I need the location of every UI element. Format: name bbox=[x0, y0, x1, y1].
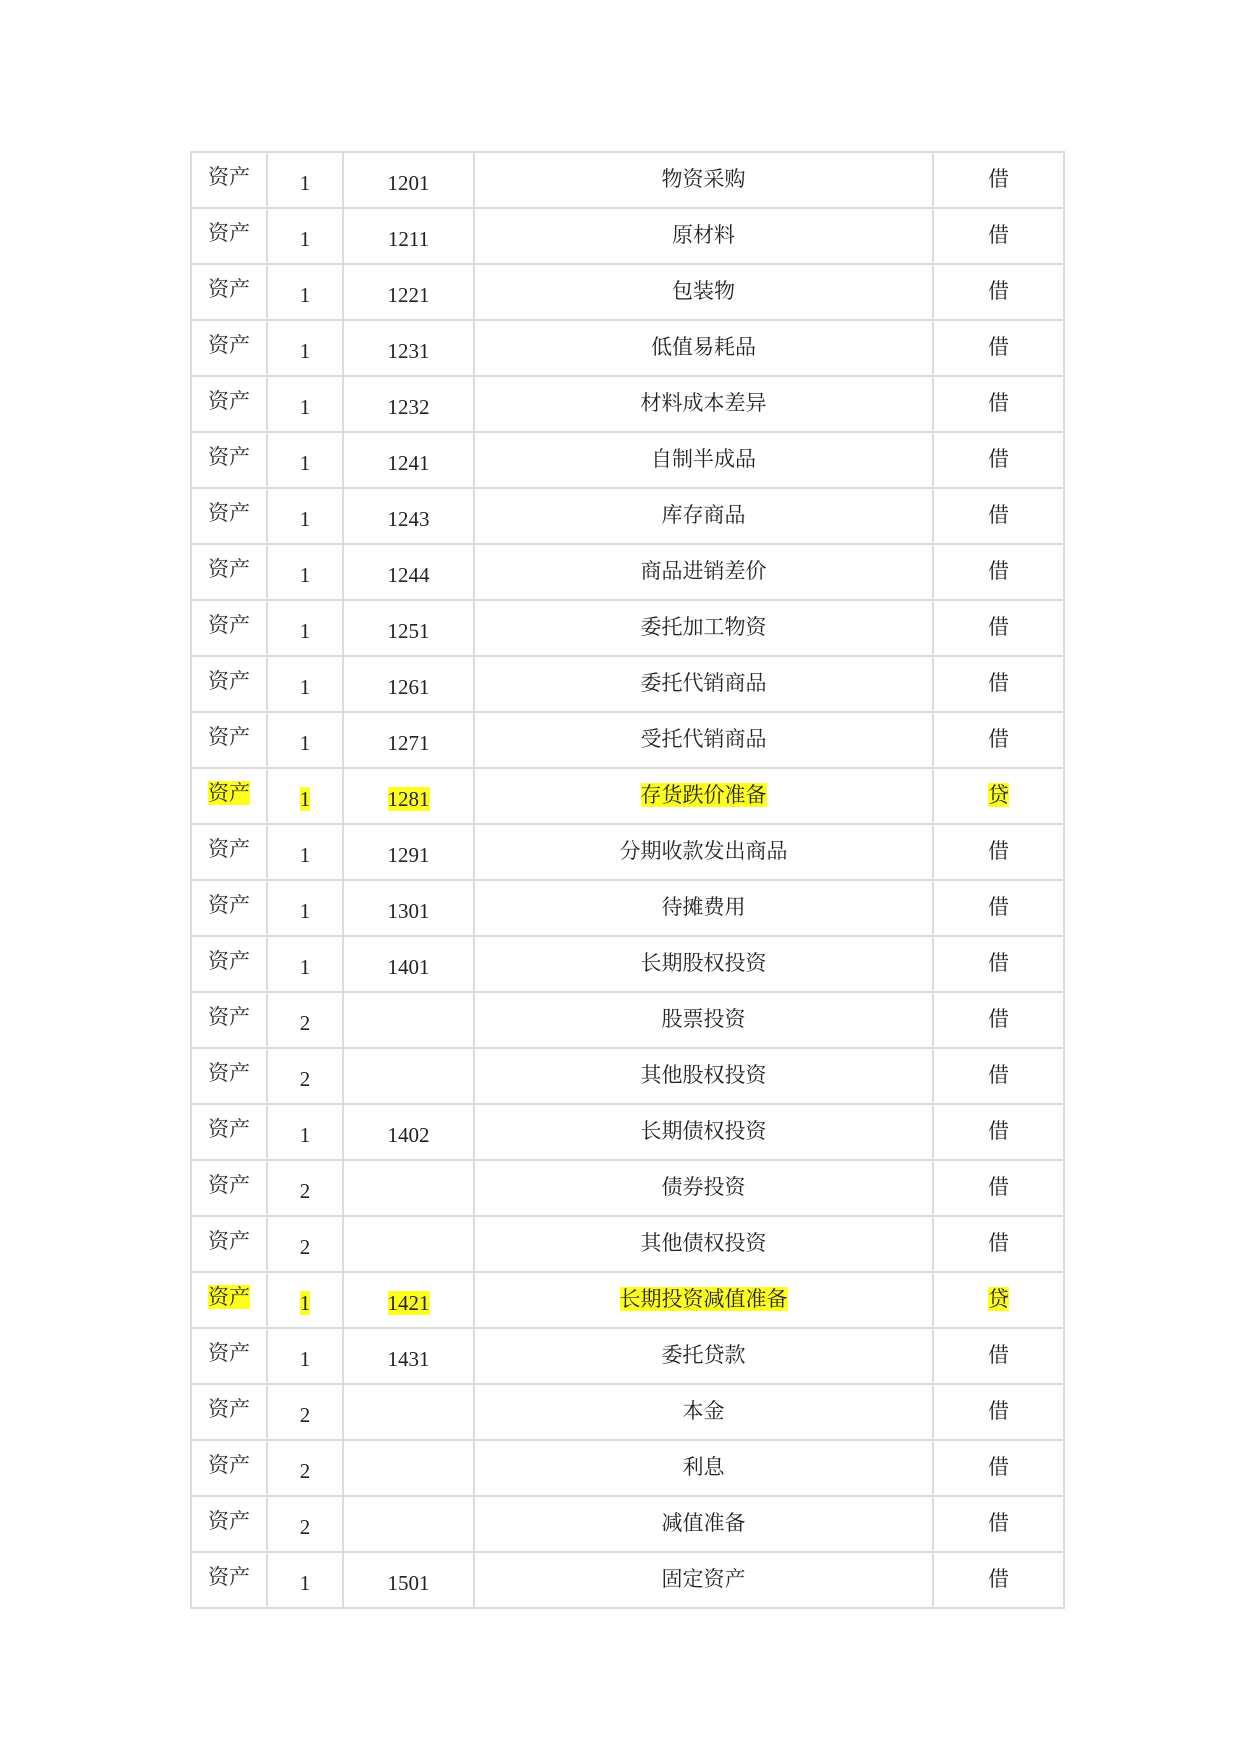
account-code-cell bbox=[344, 1049, 475, 1105]
balance-direction-cell bbox=[934, 601, 1065, 657]
account-code-cell bbox=[344, 209, 475, 265]
account-code-text: 1402 bbox=[387, 1123, 430, 1147]
category-text: 资产 bbox=[208, 1117, 250, 1141]
level-cell bbox=[268, 1553, 344, 1609]
account-name-text: 其他股权投资 bbox=[640, 1063, 767, 1087]
balance-direction-text: 借 bbox=[988, 1567, 1009, 1591]
account-name-cell bbox=[475, 153, 934, 209]
level-cell bbox=[268, 1161, 344, 1217]
level-text: 1 bbox=[299, 451, 311, 475]
account-name-text: 库存商品 bbox=[661, 503, 746, 527]
level-cell bbox=[268, 153, 344, 209]
table-row bbox=[192, 825, 1065, 881]
account-code-cell bbox=[344, 265, 475, 321]
account-code-cell bbox=[344, 377, 475, 433]
level-text: 1 bbox=[299, 619, 311, 643]
account-name-text: 本金 bbox=[682, 1399, 725, 1423]
account-name-text: 委托贷款 bbox=[661, 1343, 746, 1367]
balance-direction-cell bbox=[934, 1329, 1065, 1385]
category-text: 资产 bbox=[208, 165, 250, 189]
category-cell bbox=[192, 769, 268, 825]
category-cell bbox=[192, 1553, 268, 1609]
table-row bbox=[192, 881, 1065, 937]
account-code-cell bbox=[344, 1161, 475, 1217]
account-code-cell bbox=[344, 545, 475, 601]
category-cell bbox=[192, 1441, 268, 1497]
account-code-cell bbox=[344, 1273, 475, 1329]
account-name-cell bbox=[475, 601, 934, 657]
account-code-cell bbox=[344, 1329, 475, 1385]
category-cell bbox=[192, 1497, 268, 1553]
level-text: 2 bbox=[299, 1515, 311, 1539]
level-cell bbox=[268, 545, 344, 601]
account-name-text: 材料成本差异 bbox=[640, 391, 767, 415]
balance-direction-text: 借 bbox=[988, 1511, 1009, 1535]
table-row bbox=[192, 433, 1065, 489]
level-text: 1 bbox=[299, 843, 311, 867]
category-text: 资产 bbox=[208, 781, 250, 805]
table-row bbox=[192, 321, 1065, 377]
account-code-text: 1501 bbox=[387, 1571, 430, 1595]
account-name-text: 低值易耗品 bbox=[651, 335, 756, 359]
balance-direction-text: 借 bbox=[988, 391, 1009, 415]
account-code-text: 1431 bbox=[387, 1347, 430, 1371]
level-text: 1 bbox=[299, 1291, 311, 1315]
balance-direction-text: 借 bbox=[988, 1175, 1009, 1199]
level-cell bbox=[268, 377, 344, 433]
account-name-text: 股票投资 bbox=[661, 1007, 746, 1031]
category-cell bbox=[192, 545, 268, 601]
account-name-cell bbox=[475, 769, 934, 825]
level-cell bbox=[268, 937, 344, 993]
account-name-cell bbox=[475, 937, 934, 993]
level-cell bbox=[268, 489, 344, 545]
balance-direction-cell bbox=[934, 1273, 1065, 1329]
balance-direction-text: 借 bbox=[988, 671, 1009, 695]
category-cell bbox=[192, 265, 268, 321]
account-name-text: 自制半成品 bbox=[651, 447, 756, 471]
table-row bbox=[192, 1329, 1065, 1385]
level-cell bbox=[268, 321, 344, 377]
account-code-text: 1244 bbox=[387, 563, 430, 587]
account-code-text: 1201 bbox=[387, 171, 430, 195]
category-cell bbox=[192, 489, 268, 545]
account-name-cell bbox=[475, 881, 934, 937]
account-name-text: 分期收款发出商品 bbox=[619, 839, 788, 863]
category-cell bbox=[192, 209, 268, 265]
balance-direction-text: 借 bbox=[988, 223, 1009, 247]
account-name-text: 债券投资 bbox=[661, 1175, 746, 1199]
account-name-cell bbox=[475, 713, 934, 769]
account-name-cell bbox=[475, 489, 934, 545]
table-row bbox=[192, 377, 1065, 433]
account-name-cell bbox=[475, 1329, 934, 1385]
category-cell bbox=[192, 1273, 268, 1329]
level-text: 2 bbox=[299, 1235, 311, 1259]
account-name-text: 长期投资减值准备 bbox=[619, 1287, 788, 1311]
account-code-cell bbox=[344, 1441, 475, 1497]
account-ledger-table bbox=[190, 151, 1065, 1609]
account-code-text: 1301 bbox=[387, 899, 430, 923]
balance-direction-text: 借 bbox=[988, 1399, 1009, 1423]
table-row bbox=[192, 657, 1065, 713]
table-row bbox=[192, 1385, 1065, 1441]
category-text: 资产 bbox=[208, 445, 250, 469]
category-cell bbox=[192, 1049, 268, 1105]
account-code-text: 1232 bbox=[387, 395, 430, 419]
level-text: 1 bbox=[299, 507, 311, 531]
balance-direction-cell bbox=[934, 713, 1065, 769]
balance-direction-cell bbox=[934, 545, 1065, 601]
level-cell bbox=[268, 433, 344, 489]
category-text: 资产 bbox=[208, 221, 250, 245]
table-row bbox=[192, 209, 1065, 265]
level-text: 1 bbox=[299, 395, 311, 419]
account-name-text: 长期债权投资 bbox=[640, 1119, 767, 1143]
account-name-cell bbox=[475, 1049, 934, 1105]
category-cell bbox=[192, 937, 268, 993]
category-text: 资产 bbox=[208, 725, 250, 749]
account-name-cell bbox=[475, 825, 934, 881]
balance-direction-text: 借 bbox=[988, 1343, 1009, 1367]
account-name-cell bbox=[475, 545, 934, 601]
category-text: 资产 bbox=[208, 501, 250, 525]
balance-direction-text: 借 bbox=[988, 1063, 1009, 1087]
level-text: 1 bbox=[299, 675, 311, 699]
balance-direction-cell bbox=[934, 433, 1065, 489]
balance-direction-text: 借 bbox=[988, 615, 1009, 639]
category-text: 资产 bbox=[208, 389, 250, 413]
account-name-cell bbox=[475, 321, 934, 377]
account-name-text: 委托代销商品 bbox=[640, 671, 767, 695]
level-text: 1 bbox=[299, 955, 311, 979]
account-code-cell bbox=[344, 1553, 475, 1609]
balance-direction-cell bbox=[934, 1441, 1065, 1497]
level-text: 2 bbox=[299, 1403, 311, 1427]
account-code-cell bbox=[344, 601, 475, 657]
balance-direction-cell bbox=[934, 377, 1065, 433]
account-name-text: 减值准备 bbox=[661, 1511, 746, 1535]
level-text: 1 bbox=[299, 227, 311, 251]
balance-direction-cell bbox=[934, 1049, 1065, 1105]
balance-direction-text: 借 bbox=[988, 1119, 1009, 1143]
category-cell bbox=[192, 713, 268, 769]
category-cell bbox=[192, 657, 268, 713]
account-name-cell bbox=[475, 265, 934, 321]
table-row bbox=[192, 937, 1065, 993]
category-cell bbox=[192, 1105, 268, 1161]
table-row bbox=[192, 1553, 1065, 1609]
table-row bbox=[192, 1273, 1065, 1329]
account-code-cell bbox=[344, 321, 475, 377]
level-text: 1 bbox=[299, 1123, 311, 1147]
category-text: 资产 bbox=[208, 1173, 250, 1197]
table-row bbox=[192, 1217, 1065, 1273]
category-text: 资产 bbox=[208, 277, 250, 301]
level-cell bbox=[268, 1497, 344, 1553]
level-text: 1 bbox=[299, 731, 311, 755]
category-cell bbox=[192, 433, 268, 489]
balance-direction-cell bbox=[934, 321, 1065, 377]
level-cell bbox=[268, 1105, 344, 1161]
account-name-cell bbox=[475, 1273, 934, 1329]
level-cell bbox=[268, 1273, 344, 1329]
level-text: 1 bbox=[299, 563, 311, 587]
category-cell bbox=[192, 153, 268, 209]
account-code-cell bbox=[344, 713, 475, 769]
balance-direction-text: 借 bbox=[988, 447, 1009, 471]
table-row bbox=[192, 1049, 1065, 1105]
account-name-cell bbox=[475, 1385, 934, 1441]
level-text: 2 bbox=[299, 1011, 311, 1035]
table-row bbox=[192, 713, 1065, 769]
category-cell bbox=[192, 321, 268, 377]
level-cell bbox=[268, 769, 344, 825]
level-text: 1 bbox=[299, 1571, 311, 1595]
balance-direction-cell bbox=[934, 769, 1065, 825]
account-name-cell bbox=[475, 433, 934, 489]
account-code-text: 1211 bbox=[387, 227, 430, 251]
account-name-cell bbox=[475, 1553, 934, 1609]
category-text: 资产 bbox=[208, 1061, 250, 1085]
balance-direction-cell bbox=[934, 1497, 1065, 1553]
table-row bbox=[192, 1105, 1065, 1161]
balance-direction-cell bbox=[934, 657, 1065, 713]
category-text: 资产 bbox=[208, 557, 250, 581]
account-name-cell bbox=[475, 657, 934, 713]
level-cell bbox=[268, 601, 344, 657]
account-code-cell bbox=[344, 657, 475, 713]
balance-direction-text: 借 bbox=[988, 1007, 1009, 1031]
level-cell bbox=[268, 1217, 344, 1273]
category-cell bbox=[192, 1217, 268, 1273]
level-cell bbox=[268, 1049, 344, 1105]
category-cell bbox=[192, 881, 268, 937]
category-cell bbox=[192, 1385, 268, 1441]
table-row bbox=[192, 545, 1065, 601]
account-name-text: 固定资产 bbox=[661, 1567, 746, 1591]
balance-direction-text: 借 bbox=[988, 335, 1009, 359]
category-text: 资产 bbox=[208, 1005, 250, 1029]
account-code-cell bbox=[344, 1497, 475, 1553]
account-code-cell bbox=[344, 993, 475, 1049]
account-code-cell bbox=[344, 881, 475, 937]
level-text: 1 bbox=[299, 899, 311, 923]
account-code-text: 1421 bbox=[387, 1291, 430, 1315]
balance-direction-text: 借 bbox=[988, 559, 1009, 583]
category-cell bbox=[192, 825, 268, 881]
category-cell bbox=[192, 1329, 268, 1385]
balance-direction-cell bbox=[934, 1161, 1065, 1217]
account-name-cell bbox=[475, 1441, 934, 1497]
account-code-text: 1231 bbox=[387, 339, 430, 363]
table-row bbox=[192, 769, 1065, 825]
account-code-text: 1401 bbox=[387, 955, 430, 979]
category-text: 资产 bbox=[208, 1397, 250, 1421]
account-code-text: 1243 bbox=[387, 507, 430, 531]
account-name-cell bbox=[475, 1161, 934, 1217]
account-code-cell bbox=[344, 1217, 475, 1273]
account-name-text: 待摊费用 bbox=[661, 895, 746, 919]
account-name-text: 长期股权投资 bbox=[640, 951, 767, 975]
level-cell bbox=[268, 1329, 344, 1385]
balance-direction-text: 借 bbox=[988, 839, 1009, 863]
account-code-cell bbox=[344, 769, 475, 825]
category-text: 资产 bbox=[208, 949, 250, 973]
level-cell bbox=[268, 825, 344, 881]
balance-direction-text: 借 bbox=[988, 1455, 1009, 1479]
level-text: 1 bbox=[299, 283, 311, 307]
level-cell bbox=[268, 657, 344, 713]
balance-direction-cell bbox=[934, 937, 1065, 993]
balance-direction-cell bbox=[934, 1217, 1065, 1273]
table-row bbox=[192, 1497, 1065, 1553]
table-row bbox=[192, 1441, 1065, 1497]
table-row bbox=[192, 153, 1065, 209]
account-name-cell bbox=[475, 377, 934, 433]
level-text: 1 bbox=[299, 339, 311, 363]
category-text: 资产 bbox=[208, 1229, 250, 1253]
category-text: 资产 bbox=[208, 1565, 250, 1589]
category-text: 资产 bbox=[208, 669, 250, 693]
category-text: 资产 bbox=[208, 1509, 250, 1533]
level-cell bbox=[268, 1385, 344, 1441]
balance-direction-text: 贷 bbox=[988, 783, 1009, 807]
category-text: 资产 bbox=[208, 837, 250, 861]
balance-direction-cell bbox=[934, 881, 1065, 937]
account-code-cell bbox=[344, 1105, 475, 1161]
balance-direction-text: 贷 bbox=[988, 1287, 1009, 1311]
balance-direction-text: 借 bbox=[988, 503, 1009, 527]
level-cell bbox=[268, 881, 344, 937]
category-text: 资产 bbox=[208, 1285, 250, 1309]
ledger-body bbox=[192, 153, 1065, 1609]
level-text: 2 bbox=[299, 1179, 311, 1203]
category-text: 资产 bbox=[208, 893, 250, 917]
table-row bbox=[192, 265, 1065, 321]
account-name-text: 存货跌价准备 bbox=[640, 783, 767, 807]
category-cell bbox=[192, 1161, 268, 1217]
level-cell bbox=[268, 209, 344, 265]
account-code-cell bbox=[344, 1385, 475, 1441]
balance-direction-text: 借 bbox=[988, 727, 1009, 751]
level-text: 1 bbox=[299, 787, 311, 811]
account-name-text: 受托代销商品 bbox=[640, 727, 767, 751]
account-name-text: 物资采购 bbox=[661, 167, 746, 191]
account-code-text: 1261 bbox=[387, 675, 430, 699]
account-name-text: 其他债权投资 bbox=[640, 1231, 767, 1255]
balance-direction-text: 借 bbox=[988, 1231, 1009, 1255]
account-name-text: 利息 bbox=[682, 1455, 725, 1479]
level-cell bbox=[268, 713, 344, 769]
account-code-cell bbox=[344, 153, 475, 209]
category-cell bbox=[192, 993, 268, 1049]
category-text: 资产 bbox=[208, 1341, 250, 1365]
account-name-cell bbox=[475, 209, 934, 265]
balance-direction-cell bbox=[934, 1385, 1065, 1441]
balance-direction-cell bbox=[934, 1105, 1065, 1161]
table-row bbox=[192, 993, 1065, 1049]
balance-direction-cell bbox=[934, 153, 1065, 209]
account-code-cell bbox=[344, 433, 475, 489]
balance-direction-cell bbox=[934, 993, 1065, 1049]
account-code-text: 1281 bbox=[387, 787, 430, 811]
balance-direction-text: 借 bbox=[988, 167, 1009, 191]
category-cell bbox=[192, 377, 268, 433]
account-name-text: 委托加工物资 bbox=[640, 615, 767, 639]
category-text: 资产 bbox=[208, 1453, 250, 1477]
account-name-text: 商品进销差价 bbox=[640, 559, 767, 583]
level-cell bbox=[268, 265, 344, 321]
table-row bbox=[192, 601, 1065, 657]
account-code-text: 1251 bbox=[387, 619, 430, 643]
account-code-cell bbox=[344, 489, 475, 545]
category-text: 资产 bbox=[208, 333, 250, 357]
account-name-cell bbox=[475, 1105, 934, 1161]
account-code-cell bbox=[344, 937, 475, 993]
account-code-text: 1241 bbox=[387, 451, 430, 475]
account-name-cell bbox=[475, 1497, 934, 1553]
level-text: 1 bbox=[299, 171, 311, 195]
balance-direction-text: 借 bbox=[988, 895, 1009, 919]
account-name-text: 包装物 bbox=[672, 279, 735, 303]
table-row bbox=[192, 1161, 1065, 1217]
balance-direction-text: 借 bbox=[988, 951, 1009, 975]
account-code-text: 1221 bbox=[387, 283, 430, 307]
balance-direction-cell bbox=[934, 265, 1065, 321]
account-code-text: 1291 bbox=[387, 843, 430, 867]
balance-direction-text: 借 bbox=[988, 279, 1009, 303]
level-cell bbox=[268, 993, 344, 1049]
account-name-cell bbox=[475, 1217, 934, 1273]
balance-direction-cell bbox=[934, 1553, 1065, 1609]
account-code-text: 1271 bbox=[387, 731, 430, 755]
level-text: 2 bbox=[299, 1459, 311, 1483]
level-text: 2 bbox=[299, 1067, 311, 1091]
account-name-text: 原材料 bbox=[672, 223, 735, 247]
account-code-cell bbox=[344, 825, 475, 881]
table-row bbox=[192, 489, 1065, 545]
category-text: 资产 bbox=[208, 613, 250, 637]
balance-direction-cell bbox=[934, 489, 1065, 545]
balance-direction-cell bbox=[934, 209, 1065, 265]
level-cell bbox=[268, 1441, 344, 1497]
balance-direction-cell bbox=[934, 825, 1065, 881]
account-name-cell bbox=[475, 993, 934, 1049]
level-text: 1 bbox=[299, 1347, 311, 1371]
category-cell bbox=[192, 601, 268, 657]
